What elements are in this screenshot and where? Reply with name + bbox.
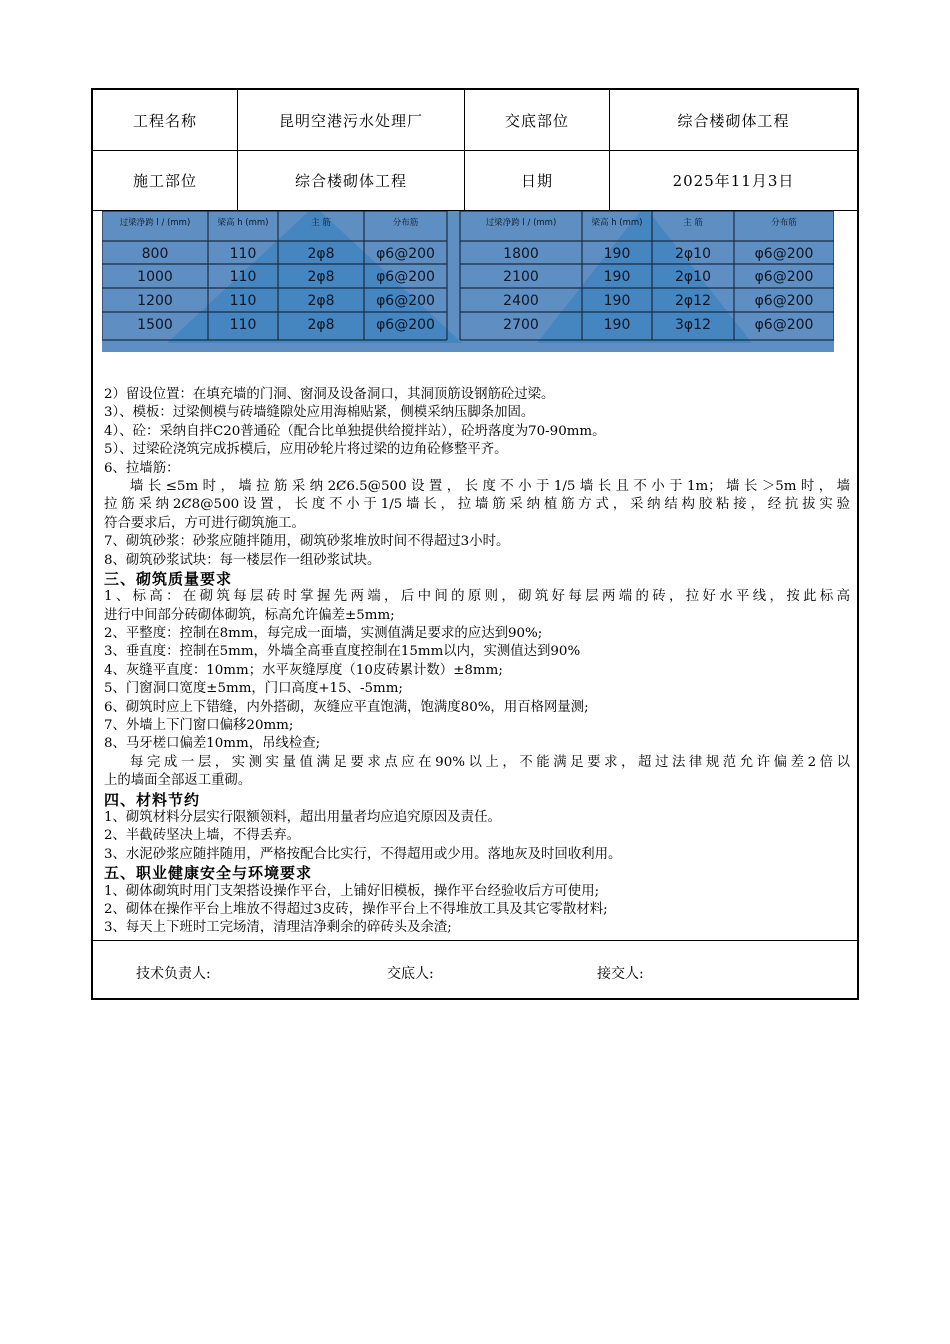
text-line: 5、门窗洞口宽度±5mm，门口高度+15、-5mm;: [104, 681, 403, 697]
text-line: 1、砌筑材料分层实行限额领料，超出用量者均应追究原因及责任。: [104, 809, 501, 825]
photo-table-cell: 2φ10: [675, 246, 711, 262]
text-line: 2、平整度：控制在8mm，每完成一面墙，实测值满足要求的应达到90%;: [104, 626, 543, 642]
text-line: 拉筋采纳2Ȼ8@500设置，长度不小于1/5墙长，拉墙筋采纳植筋方式，采纳结构胶粘接，经抗拔实验: [104, 497, 850, 513]
photo-table-cell: 2φ8: [307, 317, 335, 333]
text-line: 4）、砼：采纳自拌C20普通砼（配合比单独提供给搅拌站），砼坍落度为70-90mm。: [104, 423, 606, 439]
photo-table-cell: 2100: [503, 269, 539, 285]
lintel-reinforcement-photo: [102, 211, 834, 352]
photo-table-cell: 190: [603, 269, 631, 285]
photo-table-cell: 110: [229, 317, 257, 333]
text-line: 5）、过梁砼浇筑完成拆模后，应用砂轮片将过梁的边角砼修整平齐。: [104, 442, 508, 458]
text-line: 8、砌筑砂浆试块：每一楼层作一组砂浆试块。: [104, 552, 381, 568]
text-line: 3）、模板：过梁侧模与砖墙缝隙处应用海棉贴紧，侧模采纳压脚条加固。: [104, 405, 535, 421]
brick-wall-graphic: [537, 211, 752, 343]
photo-table-cell: φ6@200: [754, 246, 814, 262]
text-line: 4、灰缝平直度：10mm；水平灰缝厚度（10皮砖累计数）±8mm;: [104, 662, 503, 678]
text-line: 墙长≤5m时，墙拉筋采纳2Ȼ6.5@500设置，长度不小于1/5墙长且不小于1m；墙长＞5m时，墙: [130, 478, 850, 494]
date-value: 2025年11月3日: [672, 171, 795, 190]
text-line: 上的墙面全部返工重砌。: [104, 773, 252, 789]
construction-part-value: 综合楼砌体工程: [238, 150, 465, 210]
photo-table-cell: φ6@200: [376, 246, 435, 262]
photo-table-cell: φ6@200: [376, 317, 435, 333]
lintel-table-image: [102, 211, 834, 352]
text-line: 每完成一层，实测实量值满足要求点应在90%以上，不能满足要求，超过法律规范允许偏差2倍以: [130, 754, 850, 770]
text-line: 2）留设位置：在填充墙的门洞、窗洞及设备洞口，其洞顶筋设钢筋砼过梁。: [104, 387, 555, 402]
text-line: 6、拉墙筋：: [104, 460, 180, 476]
disclosure-part-label: 交底部位: [465, 90, 610, 150]
text-line: 1、砌体砌筑时用门支架搭设操作平台，上铺好旧模板，操作平台经验收后方可使用;: [104, 883, 600, 899]
project-name-label: 工程名称: [93, 90, 238, 150]
disclosure-sheet: [91, 88, 859, 1000]
photo-table-cell: 800: [141, 246, 169, 262]
section-heading-quality: 三、砌筑质量要求: [104, 569, 233, 588]
photo-table-cell: 2700: [503, 317, 539, 333]
disclosure-part-value: 综合楼砌体工程: [677, 111, 790, 130]
project-name-value: 昆明空港污水处理厂: [238, 90, 465, 150]
photo-table-cell: φ6@200: [376, 269, 435, 285]
section-heading-safety: 五、职业健康安全与环境要求: [104, 864, 313, 883]
photo-table-cell: φ6@200: [376, 293, 435, 309]
photo-table-header: 过梁净跨 l / (mm): [485, 218, 557, 228]
text-line: 进行中间部分砖砌体砌筑，标高允许偏差±5mm;: [104, 607, 395, 623]
text-line: 7、砌筑砂浆：砂浆应随拌随用，砌筑砂浆堆放时间不得超过3小时。: [104, 534, 510, 550]
text-line: 3、水泥砂浆应随拌随用，严格按配合比实行，不得超用或少用。落地灰及时回收利用。: [104, 846, 622, 862]
photo-table-cell: φ6@200: [754, 293, 814, 309]
text-line: 6、砌筑时应上下错缝，内外搭砌，灰缝应平直饱满，饱满度80%，用百格网量测;: [104, 699, 589, 715]
text-line: 2、砌体在操作平台上堆放不得超过3皮砖，操作平台上不得堆放工具及其它零散材料;: [104, 901, 608, 917]
photo-table-header: 主 筋: [683, 218, 703, 228]
photo-table-cell: φ6@200: [754, 317, 814, 333]
photo-table-cell: 2φ8: [307, 293, 335, 309]
photo-table-cell: 110: [229, 269, 257, 285]
photo-table-cell: 190: [603, 293, 631, 309]
text-line: 7、外墙上下门窗口偏移20mm;: [104, 718, 294, 734]
construction-part-label: 施工部位: [93, 150, 238, 210]
photo-table-cell: 1200: [137, 293, 173, 309]
header-row-2: [93, 150, 857, 211]
text-line: 1、标高：在砌筑每层砖时掌握先两端，后中间的原则，砌筑好每层两端的砖，拉好水平线，按此标高: [104, 589, 850, 605]
photo-table-cell: 2φ12: [675, 293, 711, 309]
photo-table-cell: 2400: [503, 293, 539, 309]
receiver-signature-label: 接交人:: [597, 966, 644, 982]
section-heading-materials: 四、材料节约: [104, 790, 201, 809]
photo-table-header: 分布筋: [392, 218, 419, 228]
text-line: 符合要求后，方可进行砌筑施工。: [104, 515, 305, 531]
text-line: 8、马牙槎口偏差10mm，吊线检查;: [104, 736, 321, 752]
photo-table-header: 梁高 h (mm): [591, 218, 643, 228]
photo-table-cell: 1800: [503, 246, 539, 262]
content-body: [104, 386, 850, 938]
photo-table-cell: 110: [229, 246, 257, 262]
photo-table-cell: 2φ10: [675, 269, 711, 285]
photo-table-cell: 1000: [137, 269, 173, 285]
text-line: 3、每天上下班时工完场清，清理洁净剩余的碎砖头及余渣;: [104, 920, 452, 936]
photo-table-cell: 3φ12: [675, 317, 711, 333]
signature-row: [93, 940, 857, 1001]
photo-table-header: 主 筋: [311, 218, 331, 228]
text-line: 2、半截砖坚决上墙，不得丢弃。: [104, 828, 300, 844]
photo-table-cell: 2φ8: [307, 246, 335, 262]
photo-table-header: 分布筋: [771, 218, 797, 228]
photo-table-cell: 190: [603, 317, 631, 333]
photo-table-cell: 2φ8: [307, 269, 335, 285]
discloser-signature-label: 交底人:: [387, 966, 434, 982]
header-row-1: [93, 90, 857, 151]
text-line: 3、垂直度：控制在5mm，外墙全高垂直度控制在15mm以内，实测值达到90%: [104, 644, 581, 660]
photo-table-cell: 110: [229, 293, 257, 309]
tech-lead-signature-label: 技术负责人:: [136, 966, 211, 982]
photo-table-header: 梁高 h (mm): [217, 218, 269, 228]
photo-table-cell: 1500: [137, 317, 173, 333]
photo-table-cell: 190: [603, 246, 631, 262]
photo-table-cell: φ6@200: [754, 269, 814, 285]
date-label: 日期: [465, 150, 610, 210]
photo-table-header: 过梁净跨 l / (mm): [119, 218, 191, 228]
